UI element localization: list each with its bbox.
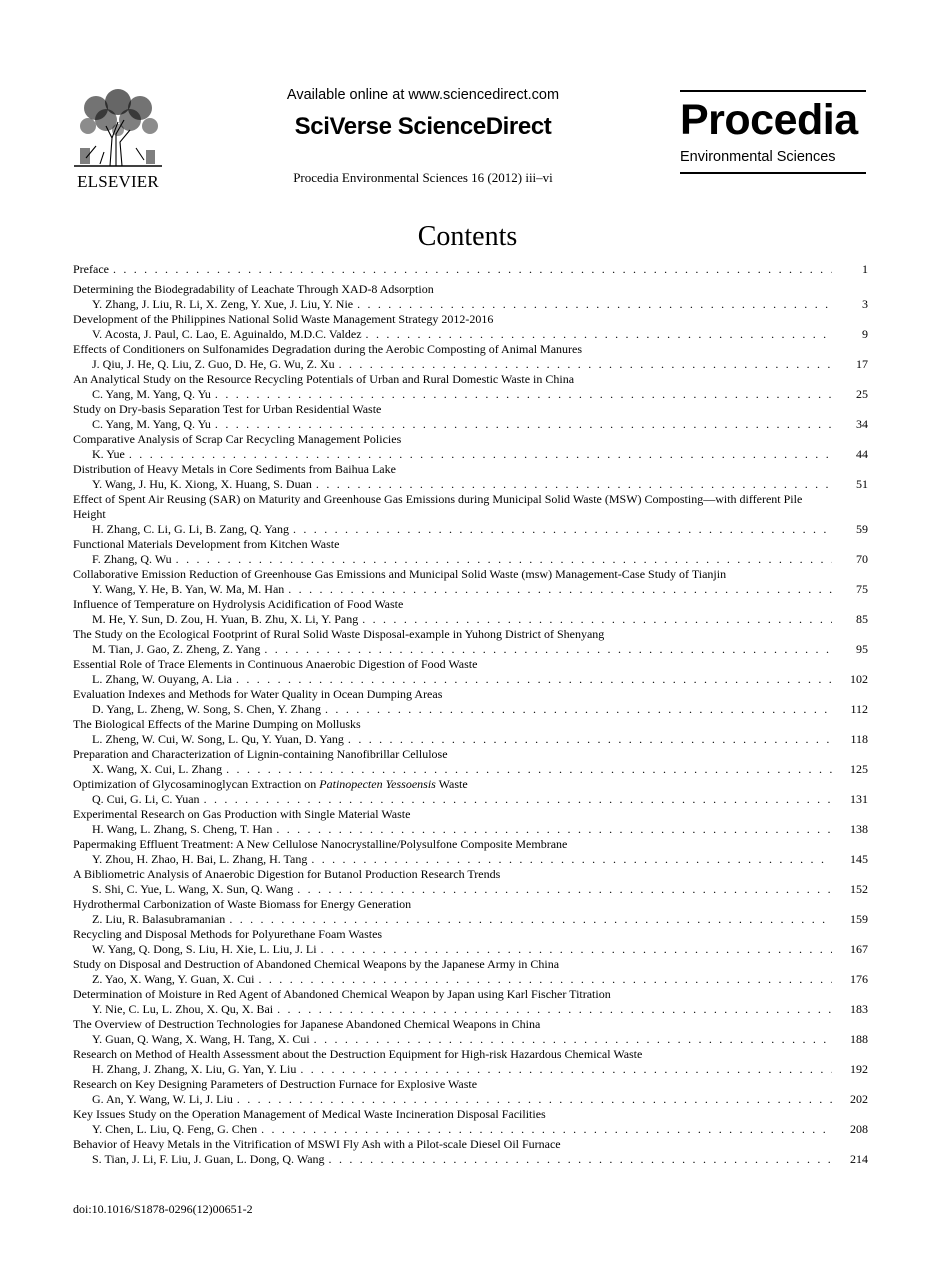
- entry-author-line: [73, 387, 868, 402]
- leader-dots: [229, 912, 832, 927]
- leader-dots: [339, 357, 832, 372]
- toc-entry[interactable]: [73, 837, 868, 867]
- sciverse-logo: SciVerse ScienceDirect: [294, 113, 552, 140]
- entry-authors: Y. Nie, C. Lu, L. Zhou, X. Qu, X. Bai: [92, 1002, 274, 1016]
- toc-entry[interactable]: [73, 957, 868, 987]
- entry-page-number: 70: [856, 552, 868, 566]
- entry-title: Research on Key Designing Parameters of Destruction Furnace for Explosive Waste: [73, 1077, 478, 1091]
- toc-entry[interactable]: [73, 627, 868, 657]
- toc-entry[interactable]: [73, 1077, 868, 1107]
- entry-title: Research on Method of Health Assessment about the Destruction Equipment for High-risk Hazardous Chemical Waste: [73, 1047, 643, 1061]
- toc-entry[interactable]: [73, 657, 868, 687]
- doi-footer[interactable]: doi:10.1016/S1878-0296(12)00651-2: [73, 1202, 253, 1216]
- leader-dots: [226, 762, 832, 777]
- toc-entry[interactable]: [73, 717, 868, 747]
- entry-page-number: 152: [850, 882, 868, 896]
- entry-authors: Z. Liu, R. Balasubramanian: [92, 912, 226, 926]
- header-center: [262, 86, 584, 186]
- entry-title: Study on Disposal and Destruction of Abandoned Chemical Weapons by the Japanese Army in China: [73, 957, 560, 971]
- entry-page-number: 44: [856, 447, 868, 461]
- entry-page-number: 167: [850, 942, 868, 956]
- entry-page-number: 138: [850, 822, 868, 836]
- entry-title: An Analytical Study on the Resource Recycling Potentials of Urban and Rural Domestic Waste in China: [73, 372, 575, 386]
- entry-author-line: [73, 762, 868, 777]
- entry-page-number: 208: [850, 1122, 868, 1136]
- entry-page-number: 95: [856, 642, 868, 656]
- entry-page-number: 202: [850, 1092, 868, 1106]
- entry-author-line: [73, 852, 868, 867]
- entry-page-number: 145: [850, 852, 868, 866]
- entry-author-line: [73, 702, 868, 717]
- entry-page-number: 102: [850, 672, 868, 686]
- preface-label: Preface: [73, 262, 109, 276]
- entry-page-number: 176: [850, 972, 868, 986]
- entry-page-number: 25: [856, 387, 868, 401]
- toc-entry[interactable]: [73, 342, 868, 372]
- leader-dots: [204, 792, 832, 807]
- toc-entry[interactable]: [73, 927, 868, 957]
- leader-dots: [325, 702, 832, 717]
- entry-title: Papermaking Effluent Treatment: A New Cellulose Nanocrystalline/Polysulfone Composite Membrane: [73, 837, 568, 851]
- elsevier-tree-icon: [66, 86, 170, 170]
- entry-authors: L. Zhang, W. Ouyang, A. Lia: [92, 672, 232, 686]
- procedia-subtitle: Environmental Sciences: [680, 149, 836, 165]
- entry-title: The Overview of Destruction Technologies for Japanese Abandoned Chemical Weapons in China: [73, 1017, 541, 1031]
- entry-author-line: [73, 942, 868, 957]
- entry-title-part: Optimization of Glycosaminoglycan Extraction on: [73, 777, 320, 791]
- entry-title: Essential Role of Trace Elements in Continuous Anaerobic Digestion of Food Waste: [73, 657, 478, 671]
- entry-author-line: [73, 1092, 868, 1107]
- journal-citation: Procedia Environmental Sciences 16 (2012) iii–vi: [293, 170, 553, 185]
- entry-author-line: [73, 477, 868, 492]
- entry-author-line: [73, 672, 868, 687]
- entry-authors: Z. Yao, X. Wang, Y. Guan, X. Cui: [92, 972, 255, 986]
- entry-authors: S. Shi, C. Yue, L. Wang, X. Sun, Q. Wang: [92, 882, 294, 896]
- leader-dots: [297, 882, 832, 897]
- entry-page-number: 51: [856, 477, 868, 491]
- leader-dots: [237, 1092, 832, 1107]
- entry-author-line: [73, 447, 868, 462]
- toc-entry[interactable]: [73, 1047, 868, 1077]
- entry-title: Development of the Philippines National Solid Waste Management Strategy 2012-2016: [73, 312, 494, 326]
- procedia-logo: [680, 90, 866, 174]
- toc-entry[interactable]: [73, 372, 868, 402]
- entry-page-number: 192: [850, 1062, 868, 1076]
- entry-authors: Y. Guan, Q. Wang, X. Wang, H. Tang, X. Cui: [92, 1032, 310, 1046]
- entry-author-line: [73, 792, 868, 807]
- leader-dots: [366, 327, 832, 342]
- entry-authors: J. Qiu, J. He, Q. Liu, Z. Guo, D. He, G. Wu, Z. Xu: [92, 357, 335, 371]
- leader-dots: [259, 972, 833, 987]
- procedia-bottom-rule: [680, 172, 866, 174]
- toc-entry[interactable]: [73, 567, 868, 597]
- elsevier-logo: [66, 86, 170, 194]
- entry-authors: Y. Zhang, J. Liu, R. Li, X. Zeng, Y. Xue, J. Liu, Y. Nie: [92, 297, 354, 311]
- entry-author-line: [73, 612, 868, 627]
- entry-title: Experimental Research on Gas Production with Single Material Waste: [73, 807, 411, 821]
- leader-dots: [348, 732, 832, 747]
- entry-page-number: 159: [850, 912, 868, 926]
- entry-author-line: [73, 972, 868, 987]
- leader-dots: [276, 822, 832, 837]
- entry-author-line: [73, 417, 868, 432]
- preface-entry[interactable]: [73, 262, 868, 277]
- page-title: Contents: [417, 221, 518, 252]
- entry-title: Behavior of Heavy Metals in the Vitrification of MSWI Fly Ash with a Pilot-scale Diesel Oil Furnace: [73, 1137, 561, 1151]
- entry-authors: C. Yang, M. Yang, Q. Yu: [92, 387, 211, 401]
- toc-entry[interactable]: [73, 807, 868, 837]
- leader-dots: [129, 447, 832, 462]
- entry-authors: Y. Chen, L. Liu, Q. Feng, G. Chen: [92, 1122, 258, 1136]
- entry-title: Determination of Moisture in Red Agent of Abandoned Chemical Weapon by Japan using Karl Fischer Titration: [73, 987, 611, 1001]
- entry-author-line: [73, 582, 868, 597]
- entry-authors: Y. Zhou, H. Zhao, H. Bai, L. Zhang, H. Tang: [92, 852, 308, 866]
- toc-entry[interactable]: [73, 537, 868, 567]
- entry-authors: G. An, Y. Wang, W. Li, J. Liu: [92, 1092, 233, 1106]
- entry-page-number: 188: [850, 1032, 868, 1046]
- entry-author-line: [73, 642, 868, 657]
- entry-title-part: Waste: [435, 777, 468, 791]
- entry-authors: Y. Wang, J. Hu, K. Xiong, X. Huang, S. Duan: [92, 477, 312, 491]
- entry-author-line: [73, 732, 868, 747]
- toc-entry[interactable]: [73, 492, 868, 537]
- entry-title: Hydrothermal Carbonization of Waste Biomass for Energy Generation: [73, 897, 412, 911]
- entry-title: The Study on the Ecological Footprint of Rural Solid Waste Disposal-example in Yuhong District of Shenyang: [73, 627, 605, 641]
- entry-author-line: [73, 522, 868, 537]
- leader-dots: [288, 582, 832, 597]
- entry-page-number: 118: [850, 732, 868, 746]
- entry-title: Effect of Spent Air Reusing (SAR) on Maturity and Greenhouse Gas Emissions during Municipal Solid Waste (MSW) Composting—with different Pile Height: [73, 492, 803, 521]
- entry-page-number: 131: [850, 792, 868, 806]
- entry-author-line: [73, 822, 868, 837]
- entry-authors: W. Yang, Q. Dong, S. Liu, H. Xie, L. Liu, J. Li: [92, 942, 317, 956]
- leader-dots: [215, 417, 832, 432]
- entry-page-number: 34: [856, 417, 868, 431]
- entry-title: Effects of Conditioners on Sulfonamides Degradation during the Aerobic Composting of Animal Manures: [73, 342, 583, 356]
- entry-title: A Bibliometric Analysis of Anaerobic Digestion for Butanol Production Research Trends: [73, 867, 501, 881]
- leader-dots: [293, 522, 832, 537]
- leader-dots: [321, 942, 832, 957]
- entry-author-line: [73, 357, 868, 372]
- entry-title: The Biological Effects of the Marine Dumping on Mollusks: [73, 717, 361, 731]
- entry-authors: H. Wang, L. Zhang, S. Cheng, T. Han: [92, 822, 273, 836]
- toc-entry[interactable]: [73, 282, 868, 312]
- leader-dots: [236, 672, 832, 687]
- entry-author-line: [73, 1032, 868, 1047]
- entry-authors: X. Wang, X. Cui, L. Zhang: [92, 762, 223, 776]
- entry-page-number: 3: [862, 297, 868, 311]
- entry-title: Study on Dry-basis Separation Test for Urban Residential Waste: [73, 402, 382, 416]
- entry-author-line: [73, 297, 868, 312]
- entry-title: Determining the Biodegradability of Leachate Through XAD-8 Adsorption: [73, 282, 434, 296]
- entry-title: Influence of Temperature on Hydrolysis Acidification of Food Waste: [73, 597, 404, 611]
- toc-entry[interactable]: [73, 897, 868, 927]
- entry-authors: L. Zheng, W. Cui, W. Song, L. Qu, Y. Yuan, D. Yang: [92, 732, 344, 746]
- table-of-contents: [73, 262, 868, 1167]
- entry-author-line: [73, 1002, 868, 1017]
- toc-entry[interactable]: [73, 777, 868, 807]
- preface-page: 1: [862, 262, 868, 276]
- entry-title: [73, 777, 868, 792]
- leader-dots: [311, 852, 832, 867]
- leader-dots: [300, 1062, 832, 1077]
- entry-title: Functional Materials Development from Kitchen Waste: [73, 537, 340, 551]
- entry-page-number: 17: [856, 357, 868, 371]
- entry-authors: F. Zhang, Q. Wu: [92, 552, 172, 566]
- entry-authors: Q. Cui, G. Li, C. Yuan: [92, 792, 200, 806]
- entry-page-number: 112: [850, 702, 868, 716]
- publisher-wordmark: ELSEVIER: [77, 172, 159, 191]
- toc-entry[interactable]: [73, 432, 868, 462]
- toc-entry[interactable]: [73, 1017, 868, 1047]
- entry-title: Preparation and Characterization of Lignin-containing Nanofibrillar Cellulose: [73, 747, 448, 761]
- entry-page-number: 9: [862, 327, 868, 341]
- entry-author-line: [73, 1122, 868, 1137]
- toc-entry[interactable]: [73, 1107, 868, 1137]
- entry-authors: H. Zhang, C. Li, G. Li, B. Zang, Q. Yang: [92, 522, 289, 536]
- entry-title-italic: Patinopecten Yessoensis: [319, 777, 436, 791]
- leader-dots: [113, 262, 832, 277]
- entry-authors: M. He, Y. Sun, D. Zou, H. Yuan, B. Zhu, X. Li, Y. Pang: [92, 612, 359, 626]
- toc-entry[interactable]: [73, 312, 868, 342]
- entry-authors: H. Zhang, J. Zhang, X. Liu, G. Yan, Y. Liu: [92, 1062, 297, 1076]
- entry-page-number: 183: [850, 1002, 868, 1016]
- available-online-text: Available online at www.sciencedirect.com: [286, 87, 560, 103]
- leader-dots: [362, 612, 832, 627]
- entry-author-line: [73, 1062, 868, 1077]
- leader-dots: [277, 1002, 832, 1017]
- entry-authors: S. Tian, J. Li, F. Liu, J. Guan, L. Dong, Q. Wang: [92, 1152, 325, 1166]
- entry-title: Evaluation Indexes and Methods for Water Quality in Ocean Dumping Areas: [73, 687, 443, 701]
- entry-author-line: [73, 882, 868, 897]
- toc-entry[interactable]: [73, 402, 868, 432]
- entry-authors: C. Yang, M. Yang, Q. Yu: [92, 417, 211, 431]
- entry-page-number: 125: [850, 762, 868, 776]
- entry-authors: V. Acosta, J. Paul, C. Lao, E. Aguinaldo, M.D.C. Valdez: [92, 327, 362, 341]
- entry-author-line: [73, 1152, 868, 1167]
- entry-title: Recycling and Disposal Methods for Polyurethane Foam Wastes: [73, 927, 383, 941]
- toc-entry[interactable]: [73, 987, 868, 1017]
- entry-author-line: [73, 912, 868, 927]
- leader-dots: [261, 1122, 832, 1137]
- procedia-name: Procedia: [680, 96, 858, 144]
- leader-dots: [357, 297, 832, 312]
- toc-entry[interactable]: [73, 597, 868, 627]
- entry-page-number: 75: [856, 582, 868, 596]
- leader-dots: [215, 387, 832, 402]
- leader-dots: [176, 552, 832, 567]
- entry-title: Comparative Analysis of Scrap Car Recycling Management Policies: [73, 432, 402, 446]
- leader-dots: [264, 642, 832, 657]
- entry-page-number: 59: [856, 522, 868, 536]
- entry-authors: D. Yang, L. Zheng, W. Song, S. Chen, Y. Zhang: [92, 702, 322, 716]
- toc-entry[interactable]: [73, 462, 868, 492]
- entry-page-number: 214: [850, 1152, 868, 1166]
- procedia-top-rule: [680, 90, 866, 92]
- entry-author-line: [73, 327, 868, 342]
- toc-entry[interactable]: [73, 867, 868, 897]
- entry-authors: M. Tian, J. Gao, Z. Zheng, Z. Yang: [92, 642, 261, 656]
- entry-authors: K. Yue: [92, 447, 125, 461]
- toc-entry[interactable]: [73, 687, 868, 717]
- entry-title: Key Issues Study on the Operation Management of Medical Waste Incineration Disposal Facilities: [73, 1107, 546, 1121]
- entry-title: Collaborative Emission Reduction of Greenhouse Gas Emissions and Municipal Solid Waste (msw) Management-Case Study of Tianjin: [73, 567, 727, 581]
- entry-title: Distribution of Heavy Metals in Core Sediments from Baihua Lake: [73, 462, 396, 476]
- leader-dots: [314, 1032, 832, 1047]
- toc-entry[interactable]: [73, 747, 868, 777]
- entry-authors: Y. Wang, Y. He, B. Yan, W. Ma, M. Han: [92, 582, 285, 596]
- entry-page-number: 85: [856, 612, 868, 626]
- toc-entry[interactable]: [73, 1137, 868, 1167]
- entry-author-line: [73, 552, 868, 567]
- leader-dots: [316, 477, 832, 492]
- leader-dots: [329, 1152, 832, 1167]
